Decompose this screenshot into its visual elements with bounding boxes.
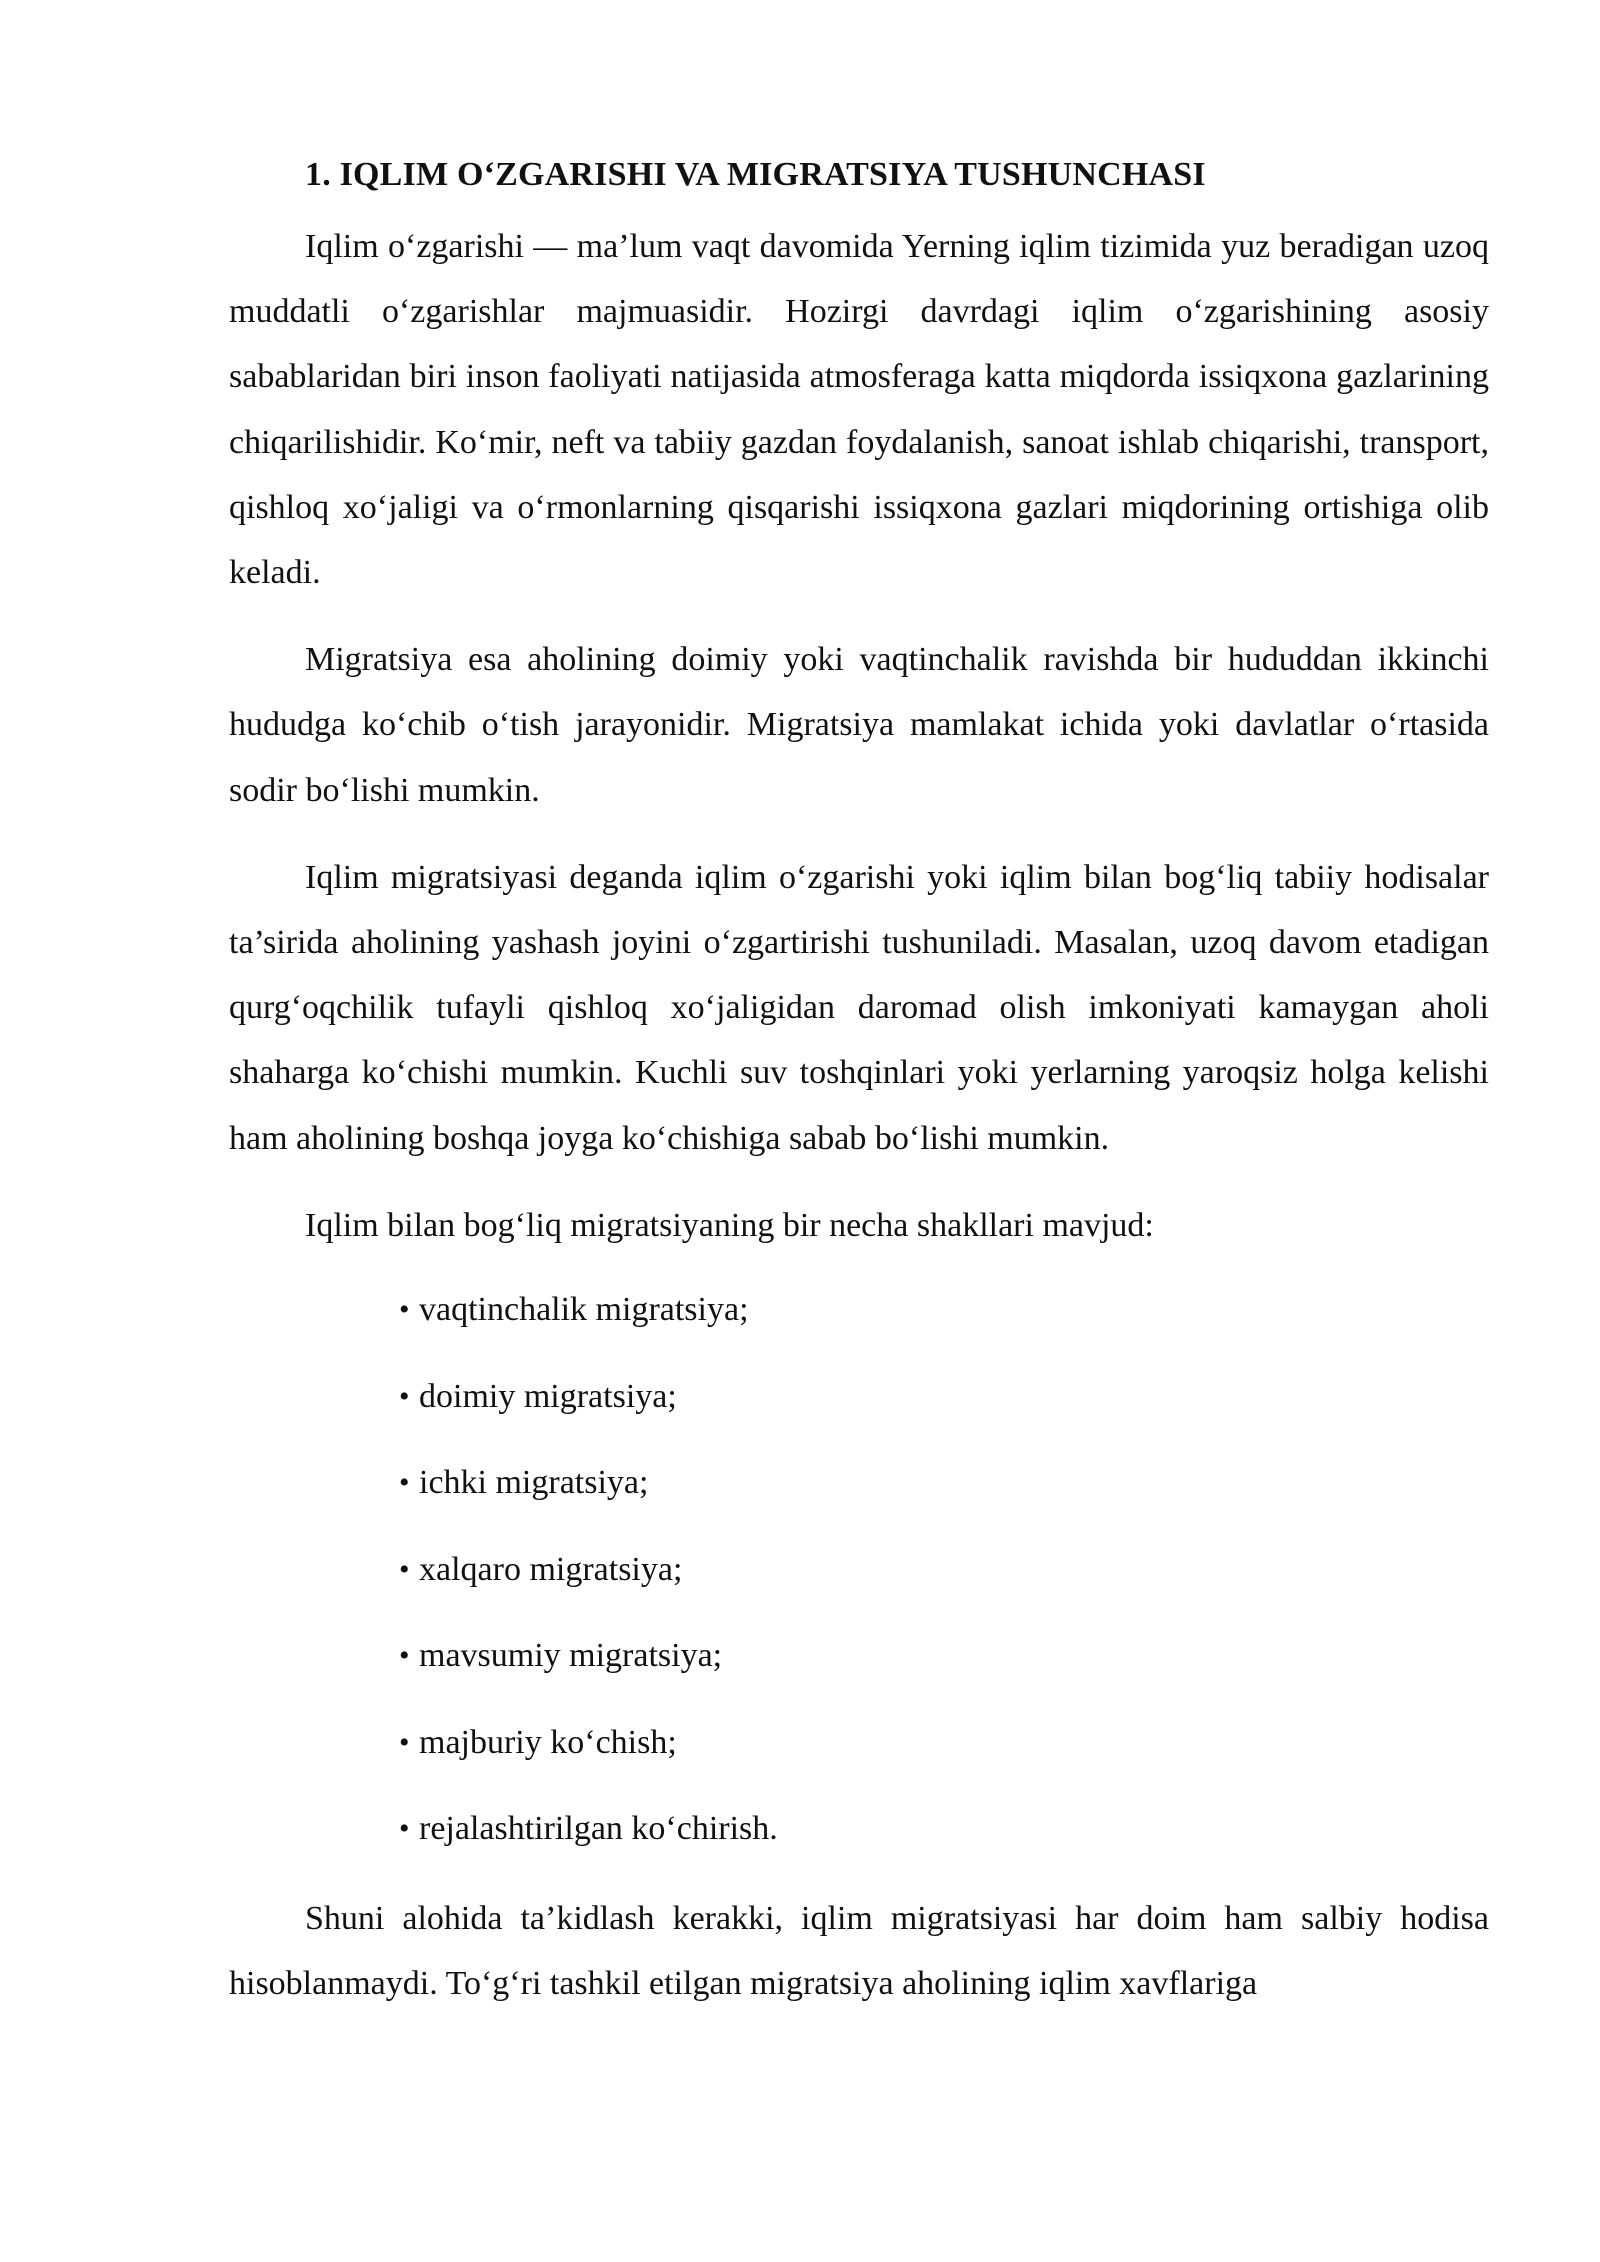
bullet-icon: • <box>399 1639 410 1673</box>
list-item <box>229 1280 1489 1340</box>
list-item <box>229 1453 1489 1513</box>
section-heading: 1. IQLIM O‘ZGARISHI VA MIGRATSIYA TUSHUNCHASI <box>305 156 1206 193</box>
list-item <box>229 1367 1489 1427</box>
list-item <box>229 1713 1489 1773</box>
list-item-text: majburiy ko‘chish; <box>419 1723 677 1761</box>
list-item-text: ichki migratsiya; <box>419 1464 649 1502</box>
bullet-icon: • <box>399 1552 410 1586</box>
list-item <box>229 1799 1489 1859</box>
list-item <box>229 1540 1489 1600</box>
migration-forms-list <box>229 1280 1489 1859</box>
list-item-text: xalqaro migratsiya; <box>419 1550 683 1588</box>
bullet-icon: • <box>399 1293 410 1327</box>
bullet-icon: • <box>399 1725 410 1759</box>
paragraph-migration: Migratsiya esa aholining doimiy yoki vaqtinchalik ravishda bir hududdan ikkinchi hududga ko‘chib o‘tish jarayonidir. Migratsiya mamlakat ichida yoki davlatlar o‘rtasida sodir bo‘lishi mumkin. <box>229 641 1489 809</box>
paragraph-climate-migration: Iqlim migratsiyasi deganda iqlim o‘zgarishi yoki iqlim bilan bog‘liq tabiiy hodisalar ta’sirida aholining yashash joyini o‘zgartirishi tushuniladi. Masalan, uzoq davom etadigan qurg‘oqchilik tufayli qishloq xo‘jaligidan daromad olish imkoniyati kamaygan aholi shaharga ko‘chishi mumkin. Kuchli suv toshqinlari yoki yerlarning yaroqsiz holga kelishi ham aholining boshqa joyga ko‘chishiga sabab bo‘lishi mumkin. <box>229 858 1489 1157</box>
list-item-text: mavsumiy migratsiya; <box>419 1637 723 1675</box>
list-item-text: vaqtinchalik migratsiya; <box>419 1291 749 1329</box>
bullet-icon: • <box>399 1466 410 1500</box>
paragraph-climate-change: Iqlim o‘zgarishi — ma’lum vaqt davomida Yerning iqlim tizimida yuz beradigan uzoq muddatli o‘zgarishlar majmuasidir. Hozirgi davrdagi iqlim o‘zgarishining asosiy sabablaridan biri inson faoliyati natijasida atmosferaga katta miqdorda issiqxona gazlarining chiqarilishidir. Ko‘mir, neft va tabiiy gazdan foydalanish, sanoat ishlab chiqarishi, transport, qishloq xo‘jaligi va o‘rmonlarning qisqarishi issiqxona gazlari miqdorining ortishiga olib keladi. <box>229 228 1489 592</box>
list-item-text: doimiy migratsiya; <box>419 1377 677 1415</box>
paragraph-closing: Shuni alohida ta’kidlash kerakki, iqlim migratsiyasi har doim ham salbiy hodisa hisoblanmaydi. To‘g‘ri tashkil etilgan migratsiya aholining iqlim xavflariga <box>229 1899 1489 2002</box>
paragraph-forms-intro: Iqlim bilan bog‘liq migratsiyaning bir necha shakllari mavjud: <box>305 1206 1154 1244</box>
document-page <box>229 150 1489 2038</box>
bullet-icon: • <box>399 1812 410 1846</box>
bullet-icon: • <box>399 1379 410 1413</box>
list-item <box>229 1626 1489 1686</box>
list-item-text: rejalashtirilgan ko‘chirish. <box>419 1810 778 1848</box>
